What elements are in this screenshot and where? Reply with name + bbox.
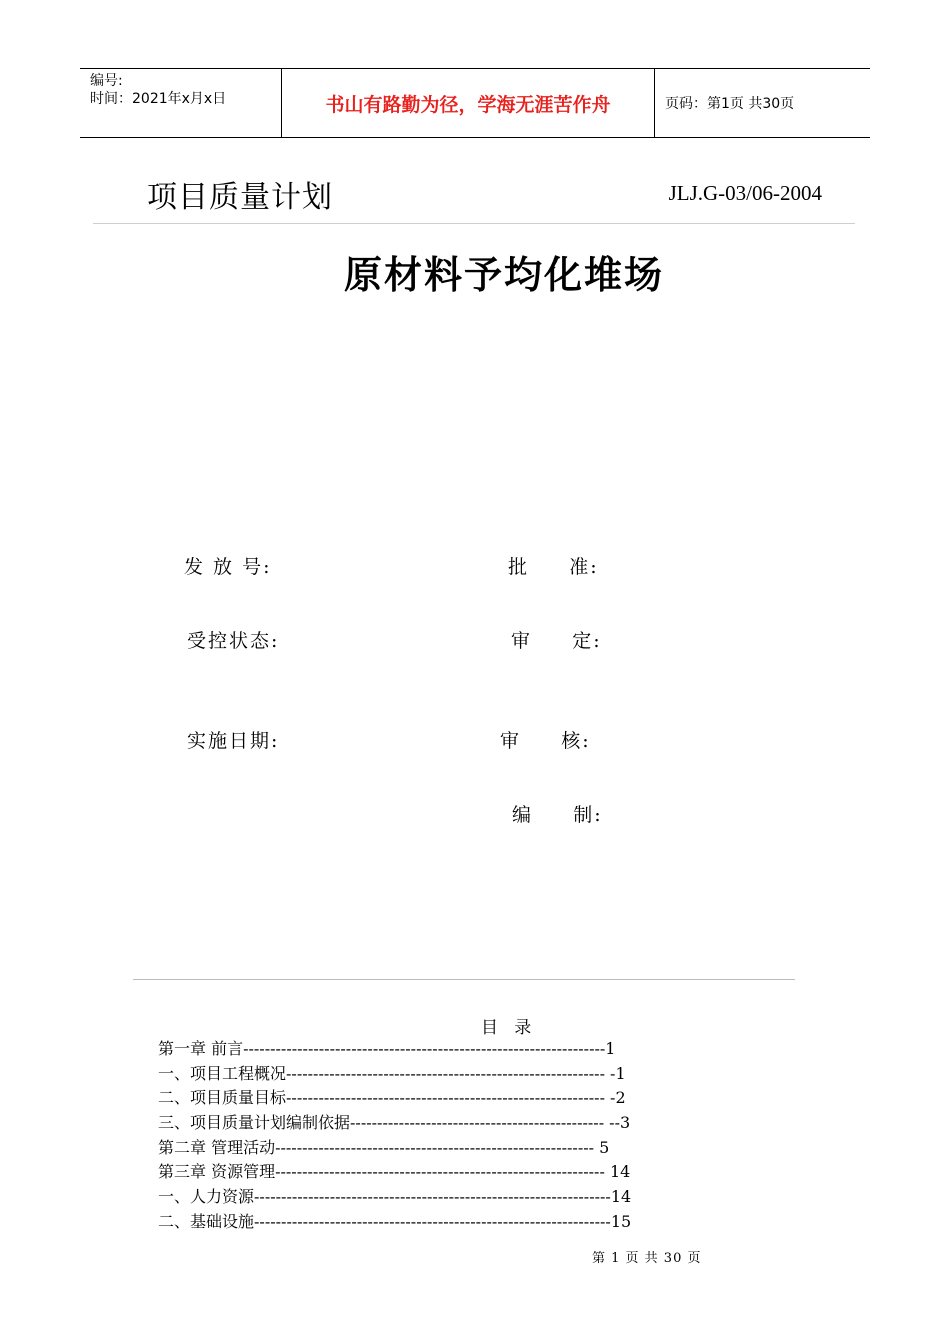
motto: 书山有路勤为径，学海无涯苦作舟: [282, 69, 655, 137]
page-footer: 第 1 页 共 30 页: [592, 1251, 702, 1266]
main-title: 原材料予均化堆场: [343, 253, 664, 297]
page-info: 页码：第1页 共30页: [665, 96, 795, 112]
time-label: 时间：2021年x月x日: [90, 91, 227, 107]
audit-label: 审 核:: [500, 730, 591, 752]
doc-title: 项目质量计划: [147, 180, 333, 215]
issue-no-label: 发 放 号:: [184, 556, 272, 578]
toc-item[interactable]: 一、人力资源------------------------------------------------------------------14: [158, 1187, 632, 1207]
toc-item[interactable]: 第一章 前言-------------------------------------------------------------------1: [158, 1039, 616, 1058]
approve-label: 批 准:: [508, 556, 599, 578]
toc-list: [158, 1037, 631, 1235]
toc-heading: 目 录: [481, 1018, 532, 1038]
toc-item[interactable]: 三、项目质量计划编制依据----------------------------------------------- --3: [158, 1113, 631, 1133]
doc-code: JLJ.G-03/06-2004: [668, 181, 822, 205]
toc-item[interactable]: 二、项目质量目标----------------------------------------------------------- -2: [158, 1088, 626, 1108]
header-meta-cell: [80, 69, 282, 137]
compile-label: 编 制:: [512, 804, 603, 826]
title-divider: [93, 223, 855, 224]
toc-item[interactable]: 第二章 管理活动----------------------------------------------------------- 5: [158, 1137, 610, 1157]
impl-date-label: 实施日期:: [187, 730, 280, 752]
control-status-label: 受控状态:: [187, 630, 280, 652]
review-label: 审 定:: [511, 630, 602, 652]
toc-item[interactable]: 一、项目工程概况----------------------------------------------------------- -1: [158, 1063, 626, 1083]
number-label: 编号:: [90, 73, 123, 89]
toc-divider: [133, 979, 795, 980]
toc-item[interactable]: 二、基础设施------------------------------------------------------------------15: [158, 1211, 632, 1231]
header-table: [80, 68, 870, 138]
toc-item[interactable]: 第三章 资源管理------------------------------------------------------------- 14: [158, 1162, 631, 1182]
